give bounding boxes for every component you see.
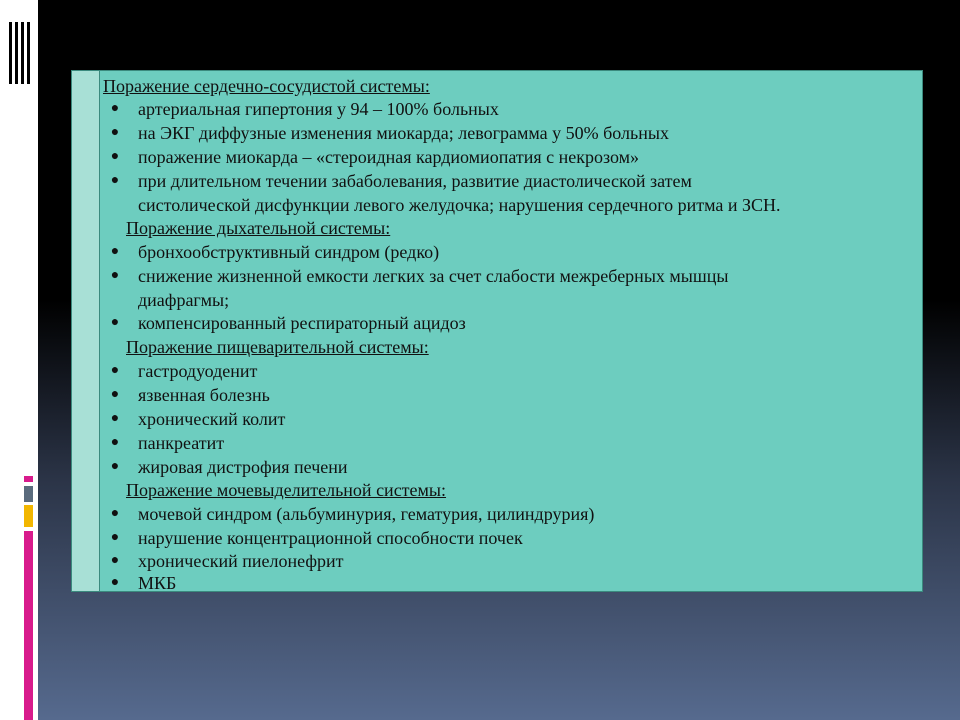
list-item <box>110 145 640 169</box>
bullet-icon: ● <box>110 244 120 259</box>
list-item <box>110 383 270 407</box>
list-item-text: бронхообструктивный синдром (редко) <box>138 242 440 262</box>
list-item <box>110 455 348 479</box>
list-item-text: поражение миокарда – «стероидная кардиомиопатия с некрозом» <box>138 147 640 167</box>
bullet-icon: ● <box>110 553 120 568</box>
list-item <box>110 121 669 145</box>
list-item-text: панкреатит <box>138 433 225 453</box>
bullet-icon: ● <box>110 411 120 426</box>
content-box <box>71 70 923 592</box>
list-item-text: на ЭКГ диффузные изменения миокарда; левограмма у 50% больных <box>138 123 669 143</box>
list-item-text: язвенная болезнь <box>138 385 270 405</box>
list-item-text: МКБ <box>138 573 177 593</box>
list-item-text: мочевой синдром (альбуминурия, гематурия, цилиндрурия) <box>138 504 595 524</box>
list-item-continuation: диафрагмы; <box>138 290 230 310</box>
list-item <box>110 359 258 383</box>
bullet-icon: ● <box>110 268 120 283</box>
list-item-text: артериальная гипертония у 94 – 100% больных <box>138 99 499 119</box>
decorative-ticks <box>6 22 38 84</box>
list-item <box>110 407 286 431</box>
section-heading-digestive: Поражение пищеварительной системы: <box>126 337 429 357</box>
decorative-bars <box>24 0 38 720</box>
section-heading-cardiovascular: Поражение сердечно-сосудистой системы: <box>103 76 430 96</box>
bullet-icon: ● <box>110 435 120 450</box>
list-item-text: при длительном течении забаболевания, развитие диастолической затем <box>138 171 692 191</box>
bullet-icon: ● <box>110 530 120 545</box>
list-item-text: снижение жизненной емкости легких за счет слабости межреберных мышцы <box>138 266 729 286</box>
bullet-icon: ● <box>110 149 120 164</box>
bullet-icon: ● <box>110 125 120 140</box>
list-item <box>110 571 177 595</box>
bullet-icon: ● <box>110 459 120 474</box>
list-item-continuation: систолической дисфункции левого желудочка; нарушения сердечного ритма и ЗСН. <box>138 195 781 215</box>
list-item-text: нарушение концентрационной способности почек <box>138 528 523 548</box>
list-item <box>110 240 440 264</box>
bullet-icon: ● <box>110 506 120 521</box>
bullet-icon: ● <box>110 315 120 330</box>
list-item-text: гастродуоденит <box>138 361 258 381</box>
bullet-icon: ● <box>110 387 120 402</box>
list-item-text: компенсированный респираторный ацидоз <box>138 313 466 333</box>
bullet-icon: ● <box>110 363 120 378</box>
list-item <box>110 97 499 121</box>
list-item <box>110 264 729 288</box>
box-left-column <box>72 71 100 591</box>
section-heading-urinary: Поражение мочевыделительной системы: <box>126 480 447 500</box>
list-item <box>110 431 225 455</box>
list-item-text: хронический пиелонефрит <box>138 551 344 571</box>
list-item <box>110 169 692 193</box>
bullet-icon: ● <box>110 173 120 188</box>
list-item <box>110 526 523 550</box>
box-content <box>100 71 922 591</box>
list-item-text: хронический колит <box>138 409 286 429</box>
list-item <box>110 502 595 526</box>
bullet-icon: ● <box>110 101 120 116</box>
section-heading-respiratory: Поражение дыхательной системы: <box>126 218 391 238</box>
bullet-icon: ● <box>110 575 120 590</box>
list-item <box>110 311 466 335</box>
list-item <box>110 549 344 573</box>
list-item-text: жировая дистрофия печени <box>138 457 348 477</box>
